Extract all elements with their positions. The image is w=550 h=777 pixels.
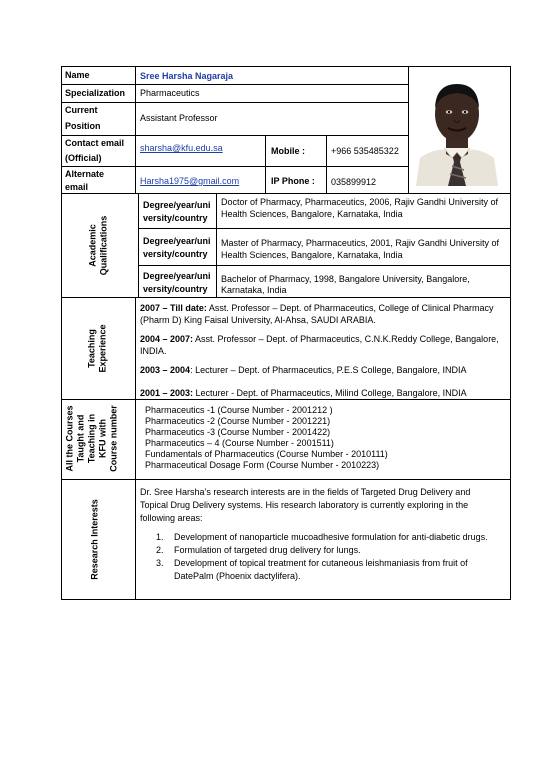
course-item-6: Pharmaceutical Dosage Form (Course Number - 2010223) [145,460,380,470]
teaching-item-1-line-2: (Pharm D) King Faisal University, Al-Ahsa, SAUDI ARABIA. [140,315,376,325]
academic-row-text-3a: Bachelor of Pharmacy, 1998, Bangalore University, Bangalore, [221,274,470,284]
specialization-value: Pharmaceutics [140,88,200,98]
research-item-3-text-2: DatePalm (Phoenix dactylifera). [174,571,301,581]
teaching-item-4-line-1 [140,387,467,399]
teaching-item-2-years: 2004 – 2007: [140,334,194,344]
ip-phone-value: 035899912 [331,177,377,187]
academic-section-label-2: Qualifications [98,215,109,276]
col-divider [216,194,217,298]
teaching-item-4-years: 2001 – 2003: [140,388,194,398]
name-label: Name [65,70,90,80]
alt-email-label-1: Alternate [65,169,105,179]
ip-phone-label: IP Phone : [271,176,315,186]
name-value: Sree Harsha Nagaraja [140,71,234,81]
academic-row-text-1a: Doctor of Pharmacy, Pharmaceutics, 2006, Rajiv Gandhi University of [221,197,498,207]
email-label-1: Contact email [65,138,125,148]
row-divider [61,84,409,85]
position-label-2: Position [65,121,101,131]
col-divider [138,194,139,298]
alt-email-link[interactable]: Harsha1975@gmail.com [140,176,240,186]
teaching-item-2-line-1 [140,333,499,345]
teaching-item-2-line-2: INDIA. [140,346,167,356]
research-item-2-text: Formulation of targeted drug delivery for lungs. [174,545,361,555]
col-divider [265,135,266,194]
research-item-1-num: 1. [156,532,164,542]
academic-row-label-3b: versity/country [143,284,208,294]
teaching-item-1-text: Asst. Professor – Dept. of Pharmaceutics, College of Clinical Pharmacy [206,303,494,313]
research-item-2-num: 2. [156,545,164,555]
teaching-item-1-line-1 [140,302,494,314]
academic-section-label-1: Academic [87,224,98,267]
alt-email-label-2: email [65,182,89,192]
research-item-3-num: 3. [156,558,164,568]
col-divider [135,480,136,600]
row-divider [61,102,409,103]
teaching-item-1-years: 2007 – Till date: [140,303,207,313]
research-intro-line-1: Dr. Sree Harsha’s research interests are in the fields of Targeted Drug Delivery and [140,487,471,497]
row-divider [138,265,511,266]
portrait-image [414,70,500,186]
academic-row-text-2b: Health Sciences, Bangalore, Karnataka, India [221,250,403,260]
course-item-3: Pharmaceutics -3 (Course Number - 2001422) [145,427,331,437]
teaching-section-label-1: Teaching [86,329,97,368]
academic-row-text-1b: Health Sciences, Bangalore, Karnataka, India [221,209,403,219]
row-divider [61,166,409,167]
research-intro-line-2: Topical Drug Delivery systems. His research laboratory is currently exploring in the [140,500,469,510]
col-divider [135,298,136,400]
academic-row-label-2a: Degree/year/uni [143,236,211,246]
mobile-value: +966 535485322 [331,146,399,156]
courses-label-2: Taught and [75,414,86,463]
research-item-3-text-1: Development of topical treatment for cutaneous leishmaniasis from fruit of [174,558,468,568]
row-divider [138,228,511,229]
teaching-item-3-years: 2003 – 2004 [140,365,191,375]
course-item-4: Pharmaceutics – 4 (Course Number - 2001511) [145,438,334,448]
col-divider [326,135,327,194]
position-label-1: Current [65,105,98,115]
courses-label-3: Teaching in [86,413,97,464]
mobile-label: Mobile : [271,146,305,156]
courses-label-4: KFU with [97,419,108,458]
research-item-1-text: Development of nanoparticle mucoadhesive formulation for anti-diabetic drugs. [174,532,488,542]
courses-label-1: All the Courses [64,405,75,472]
course-item-2: Pharmaceutics -2 (Course Number - 2001221) [145,416,331,426]
academic-row-label-1b: versity/country [143,213,208,223]
courses-label-5: Course number [108,405,119,472]
email-link[interactable]: sharsha@kfu.edu.sa [140,143,223,153]
teaching-item-2-text: Asst. Professor – Dept. of Pharmaceutics, C.N.K.Reddy College, Bangalore, [193,334,499,344]
profile-photo [414,70,500,186]
email-label-2: (Official) [65,153,102,163]
research-intro-line-3: following areas: [140,513,203,523]
position-value: Assistant Professor [140,113,218,123]
academic-row-text-3b: Karnataka, India [221,285,287,295]
col-divider [135,66,136,194]
academic-row-label-1a: Degree/year/uni [143,200,211,210]
teaching-item-3-line-1 [140,364,467,376]
specialization-label: Specialization [65,88,126,98]
teaching-item-3-text: : Lecturer – Dept. of Pharmaceutics, P.E.S College, Bangalore, INDIA [190,365,467,375]
academic-row-label-3a: Degree/year/uni [143,271,211,281]
teaching-item-4-text: Lecturer - Dept. of Pharmaceutics, Milind College, Bangalore, INDIA [193,388,467,398]
course-item-1: Pharmaceutics -1 (Course Number - 2001212 ) [145,405,333,415]
academic-row-text-2a: Master of Pharmacy, Pharmaceutics, 2001, Rajiv Gandhi University of [221,238,499,248]
research-section-label: Research Interests [89,499,100,580]
col-divider [135,400,136,480]
course-item-5: Fundamentals of Pharmaceutics (Course Number - 2010111) [145,449,388,459]
row-divider [61,135,409,136]
academic-row-label-2b: versity/country [143,249,208,259]
teaching-section-label-2: Experience [97,324,108,373]
